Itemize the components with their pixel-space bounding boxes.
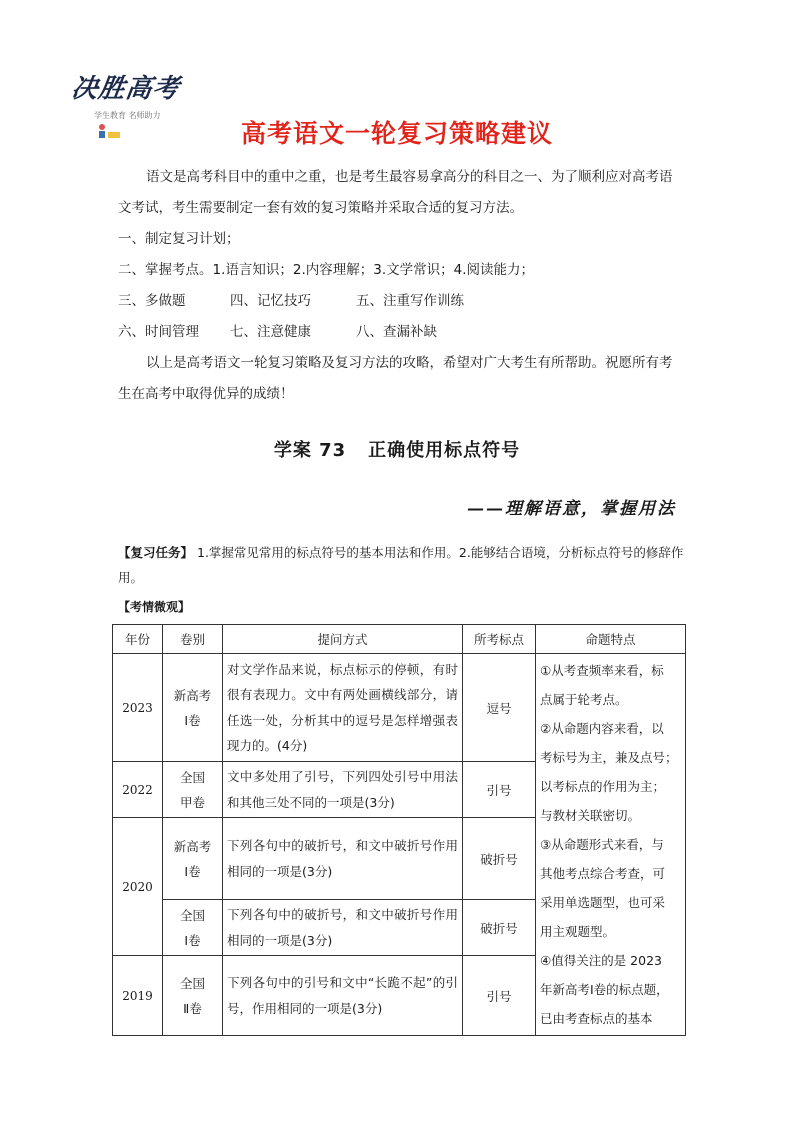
strategy-item: 四、记忆技巧 (230, 293, 311, 309)
feature-line: 考标号为主，兼及点号； (540, 750, 678, 765)
header-method: 提问方式 (223, 625, 463, 654)
exam-table (112, 624, 686, 1036)
mark-cell: 引号 (463, 762, 536, 818)
feature-line: 已由考查标点的基本 (540, 1011, 653, 1026)
year-cell: 2023 (113, 654, 163, 762)
paper-cell: 全国 Ⅰ卷 (163, 900, 223, 956)
paper-cell: 新高考 Ⅰ卷 (163, 654, 223, 762)
feature-line: 采用单选题型，也可采 (540, 895, 666, 910)
year-cell: 2020 (113, 818, 163, 956)
review-text: 1.掌握常见常用的标点符号的基本用法和作用。2.能够结合语境，分析标点符号的修辞作用。 (118, 545, 684, 585)
section-label: 【考情微观】 (118, 600, 191, 614)
closing-text: 以上是高考语文一轮复习策略及复习方法的攻略，希望对广大考生有所帮助。祝愿所有考生在高考中取得优异的成绩！ (118, 355, 673, 402)
intro-text: 语文是高考科目中的重中之重，也是考生最容易拿高分的科目之一、为了顺利应对高考语文考试，考生需要制定一套有效的复习策略并采取合适的复习方法。 (118, 169, 673, 216)
feature-cell (536, 654, 686, 1036)
table-header-row (113, 625, 686, 654)
review-label: 【复习任务】 (118, 545, 194, 560)
method-cell: 下列各句中的引号和文中“长跪不起”的引号，作用相同的一项是(3分) (223, 956, 463, 1036)
mark-cell: 逗号 (463, 654, 536, 762)
feature-line: ④值得关注的是 2023 (540, 953, 662, 968)
strategy-item: 六、时间管理 (118, 324, 199, 340)
header-paper: 卷别 (163, 625, 223, 654)
feature-line: ①从考查频率来看，标 (540, 663, 664, 678)
strategy-line-2: 二、掌握考点。1.语言知识；2.内容理解；3.文学常识；4.阅读能力； (118, 262, 535, 278)
mark-cell: 破折号 (463, 818, 536, 900)
mark-cell: 破折号 (463, 900, 536, 956)
method-cell: 下列各句中的破折号，和文中破折号作用相同的一项是(3分) (223, 818, 463, 900)
review-task (118, 540, 684, 590)
paper-cell: 全国 Ⅱ卷 (163, 956, 223, 1036)
intro-paragraph (118, 162, 684, 410)
feature-line: 其他考点综合考查，可 (540, 866, 666, 881)
page-title: 高考语文一轮复习策略建议 (240, 119, 553, 148)
feature-line: ②从命题内容来看，以 (540, 721, 664, 736)
strategy-line-4 (118, 317, 684, 348)
paper-cell: 全国 甲卷 (163, 762, 223, 818)
header-mark: 所考标点 (463, 625, 536, 654)
logo-subtext: 学生教育 名师助力 (94, 111, 161, 120)
paper-cell: 新高考 Ⅰ卷 (163, 818, 223, 900)
strategy-item: 三、多做题 (118, 293, 186, 309)
feature-line: 点属于轮考点。 (540, 692, 628, 707)
strategy-item: 五、注重写作训练 (356, 293, 464, 309)
lesson-number: 学案 73 (273, 440, 347, 461)
feature-line: ③从命题形式来看，与 (540, 837, 664, 852)
strategy-line-1: 一、制定复习计划； (118, 231, 240, 247)
table-row (113, 654, 686, 762)
header-feature: 命题特点 (536, 625, 686, 654)
strategy-item: 八、查漏补缺 (356, 324, 437, 340)
lesson-title (0, 436, 794, 462)
header-year: 年份 (113, 625, 163, 654)
method-cell: 下列各句中的破折号，和文中破折号作用相同的一项是(3分) (223, 900, 463, 956)
year-cell: 2022 (113, 762, 163, 818)
method-cell: 文中多处用了引号，下列四处引号中用法和其他三处不同的一项是(3分) (223, 762, 463, 818)
feature-line: 与教材关联密切。 (540, 808, 641, 823)
lesson-name: 正确使用标点符号 (368, 440, 521, 461)
lesson-subtitle: ——理解语意，掌握用法 (467, 499, 676, 519)
strategy-line-3 (118, 286, 684, 317)
logo-text: 决胜高考 (69, 74, 182, 104)
feature-line: 年新高考Ⅰ卷的标点题， (540, 982, 669, 997)
feature-line: 以考标点的作用为主； (540, 779, 666, 794)
year-cell: 2019 (113, 956, 163, 1036)
feature-line: 用主观题型。 (540, 924, 616, 939)
strategy-item: 七、注意健康 (230, 324, 311, 340)
method-cell: 对文学作品来说，标点标示的停顿，有时很有表现力。文中有两处画横线部分，请任选一处，分析其中的逗号是怎样增强表现力的。(4分) (223, 654, 463, 762)
mark-cell: 引号 (463, 956, 536, 1036)
